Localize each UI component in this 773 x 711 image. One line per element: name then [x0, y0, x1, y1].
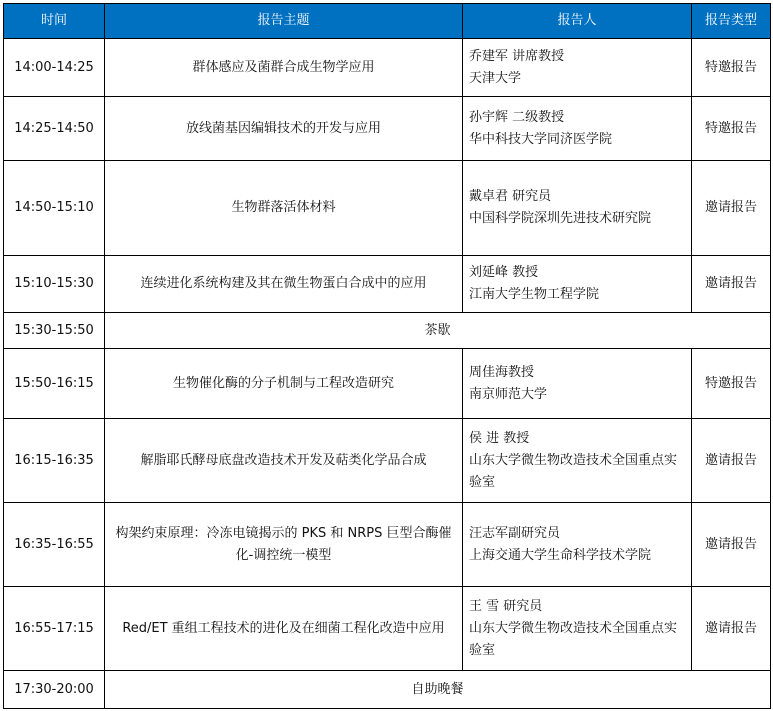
cell-topic: 解脂耶氏酵母底盘改造技术开发及萜类化学品合成 — [105, 419, 463, 503]
cell-time: 17:30-20:00 — [4, 671, 105, 709]
break-row — [4, 313, 771, 349]
cell-time: 14:25-14:50 — [4, 97, 105, 161]
cell-topic: 构架约束原理：冷冻电镜揭示的 PKS 和 NRPS 巨型合酶催化-调控统一模型 — [105, 503, 463, 587]
cell-time: 14:00-14:25 — [4, 39, 105, 97]
header-time: 时间 — [4, 4, 105, 39]
speaker-affiliation: 上海交通大学生命科学技术学院 — [469, 547, 652, 563]
cell-speaker — [463, 349, 692, 419]
schedule-table — [3, 3, 771, 709]
cell-type: 特邀报告 — [692, 349, 771, 419]
speaker-name: 周佳海教授 — [469, 364, 535, 380]
cell-time: 16:15-16:35 — [4, 419, 105, 503]
cell-topic: 生物催化酶的分子机制与工程改造研究 — [105, 349, 463, 419]
speaker-name: 王 雪 研究员 — [469, 598, 543, 614]
cell-speaker — [463, 419, 692, 503]
table-row — [4, 97, 771, 161]
break-label: 自助晚餐 — [105, 671, 771, 709]
table-row — [4, 161, 771, 256]
speaker-name: 孙宇辉 二级教授 — [469, 109, 565, 125]
cell-type: 邀请报告 — [692, 419, 771, 503]
cell-speaker — [463, 256, 692, 313]
cell-type: 邀请报告 — [692, 503, 771, 587]
cell-type: 邀请报告 — [692, 161, 771, 256]
cell-time: 16:55-17:15 — [4, 587, 105, 671]
speaker-name: 汪志军副研究员 — [469, 525, 561, 541]
header-row — [4, 4, 771, 39]
table-row — [4, 256, 771, 313]
break-label: 茶歇 — [105, 313, 771, 349]
cell-type: 特邀报告 — [692, 39, 771, 97]
cell-time: 15:50-16:15 — [4, 349, 105, 419]
cell-speaker — [463, 97, 692, 161]
table-row — [4, 39, 771, 97]
cell-type: 特邀报告 — [692, 97, 771, 161]
cell-topic: 群体感应及菌群合成生物学应用 — [105, 39, 463, 97]
speaker-affiliation: 山东大学微生物改造技术全国重点实验室 — [469, 452, 678, 490]
speaker-affiliation: 华中科技大学同济医学院 — [469, 131, 613, 147]
cell-speaker — [463, 503, 692, 587]
header-topic: 报告主题 — [105, 4, 463, 39]
cell-time: 15:30-15:50 — [4, 313, 105, 349]
header-speaker: 报告人 — [463, 4, 692, 39]
cell-topic: 连续进化系统构建及其在微生物蛋白合成中的应用 — [105, 256, 463, 313]
break-row — [4, 671, 771, 709]
cell-topic: Red/ET 重组工程技术的进化及在细菌工程化改造中应用 — [105, 587, 463, 671]
speaker-affiliation: 山东大学微生物改造技术全国重点实验室 — [469, 620, 678, 658]
speaker-affiliation: 中国科学院深圳先进技术研究院 — [469, 211, 652, 226]
table-row — [4, 503, 771, 587]
speaker-affiliation: 南京师范大学 — [469, 386, 548, 402]
cell-speaker — [463, 587, 692, 671]
cell-topic: 放线菌基因编辑技术的开发与应用 — [105, 97, 463, 161]
speaker-name: 刘延峰 教授 — [469, 265, 539, 280]
table-row — [4, 349, 771, 419]
cell-speaker — [463, 39, 692, 97]
speaker-name: 戴卓君 研究员 — [469, 189, 552, 204]
speaker-affiliation: 天津大学 — [469, 70, 522, 86]
table-row — [4, 587, 771, 671]
cell-type: 邀请报告 — [692, 587, 771, 671]
table-row — [4, 419, 771, 503]
cell-topic: 生物群落活体材料 — [105, 161, 463, 256]
speaker-name: 侯 进 教授 — [469, 430, 530, 446]
header-type: 报告类型 — [692, 4, 771, 39]
cell-time: 14:50-15:10 — [4, 161, 105, 256]
cell-type: 邀请报告 — [692, 256, 771, 313]
cell-speaker — [463, 161, 692, 256]
cell-time: 16:35-16:55 — [4, 503, 105, 587]
speaker-affiliation: 江南大学生物工程学院 — [469, 287, 600, 302]
cell-time: 15:10-15:30 — [4, 256, 105, 313]
speaker-name: 乔建军 讲席教授 — [469, 48, 565, 64]
